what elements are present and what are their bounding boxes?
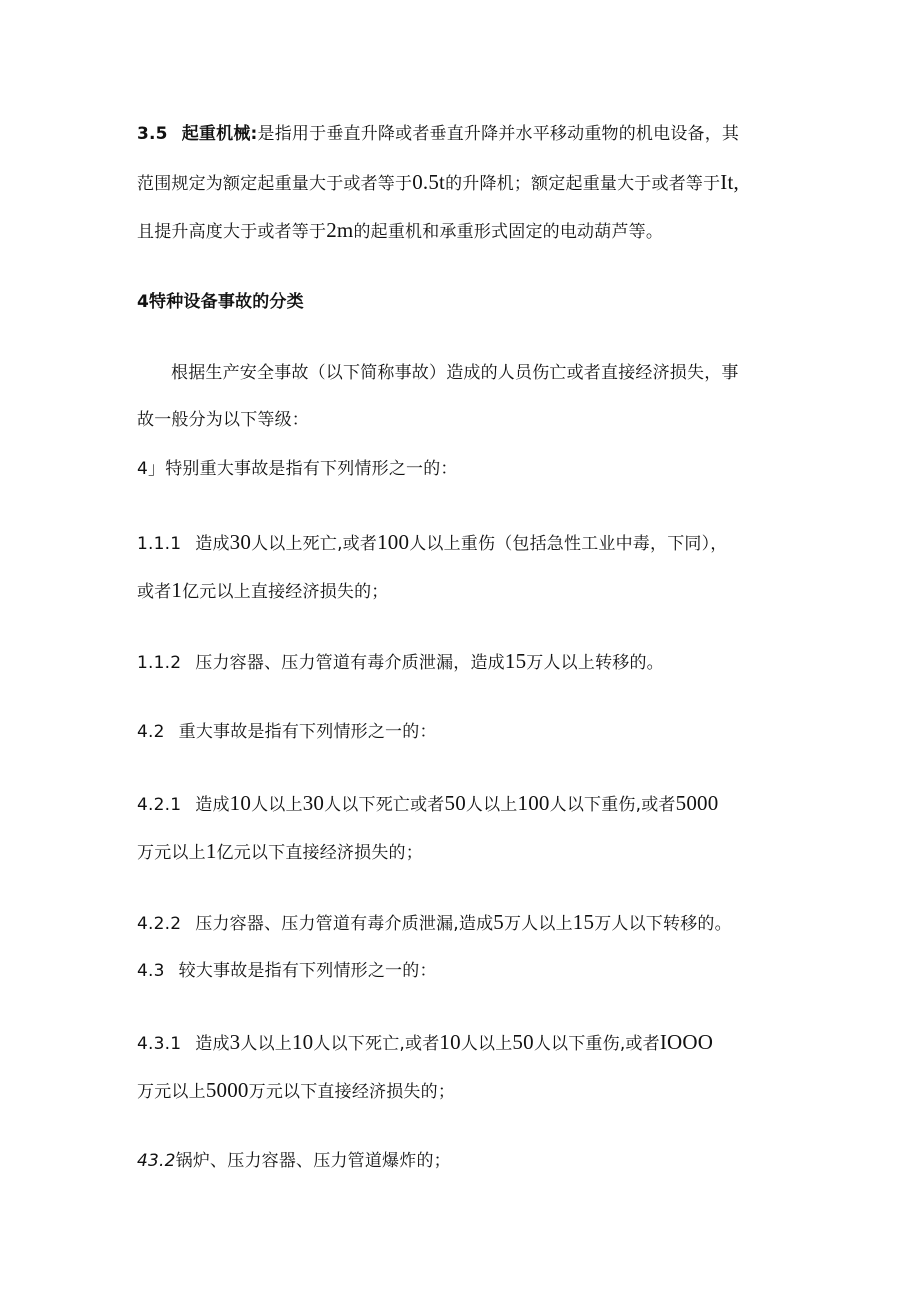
section-number: 43.2 (137, 1151, 176, 1171)
paragraph-3-5-line-1: 3.5 起重机械:是指用于垂直升降或者垂直升降并水平移动重物的机电设备，其 (137, 124, 740, 144)
clause-4-3-1-line-1: 4.3.1 造成3人以上10人以下死亡,或者10人以上50人以下重伤,或者IOOO (137, 1030, 714, 1054)
section-number: 3.5 (137, 124, 168, 144)
section-number: 1.1.2 (137, 653, 182, 673)
section-number: 4.3 (137, 961, 165, 981)
clause-4-2: 4.2 重大事故是指有下列情形之一的： (137, 722, 437, 742)
section-number: 4.2.2 (137, 914, 182, 934)
clause-1-1-1-line-1: 1.1.1 造成30人以上死亡,或者100人以上重伤（包括急性工业中毒，下同）， (137, 530, 728, 554)
clause-4-2-1-line-1: 4.2.1 造成10人以上30人以下死亡或者50人以上100人以下重伤,或者5000 (137, 791, 719, 815)
clause-1-1-2: 1.1.2 压力容器、压力管道有毒介质泄漏，造成15万人以上转移的。 (137, 649, 664, 673)
section-number: 4.2.1 (137, 795, 182, 815)
paragraph-3-5-line-3: 且提升高度大于或者等于2m的起重机和承重形式固定的电动葫芦等。 (137, 218, 664, 242)
term: 起重机械: (181, 124, 258, 144)
intro-line-2: 故一般分为以下等级： (137, 410, 309, 430)
clause-4-3-2: 43.2锅炉、压力容器、压力管道爆炸的； (137, 1151, 451, 1171)
clause-4-2-2: 4.2.2 压力容器、压力管道有毒介质泄漏,造成5万人以上15万人以下转移的。 (137, 910, 732, 934)
section-number: 4.3.1 (137, 1034, 182, 1054)
clause-4-2-1-line-2: 万元以上1亿元以下直接经济损失的； (137, 839, 423, 863)
section-number: 1.1.1 (137, 534, 182, 554)
clause-4-3: 4.3 较大事故是指有下列情形之一的： (137, 961, 437, 981)
clause-4-1: 4」特别重大事故是指有下列情形之一的： (137, 459, 458, 479)
clause-1-1-1-line-2: 或者1亿元以上直接经济损失的； (137, 578, 389, 602)
section-number: 4.2 (137, 722, 165, 742)
section-heading-4: 4特种设备事故的分类 (137, 292, 304, 312)
clause-4-3-1-line-2: 万元以上5000万元以下直接经济损失的； (137, 1078, 456, 1102)
intro-line-1: 根据生产安全事故（以下简称事故）造成的人员伤亡或者直接经济损失，事 (171, 363, 739, 383)
paragraph-3-5-line-2: 范围规定为额定起重量大于或者等于0.5t的升降机；额定起重量大于或者等于It, (137, 170, 739, 194)
